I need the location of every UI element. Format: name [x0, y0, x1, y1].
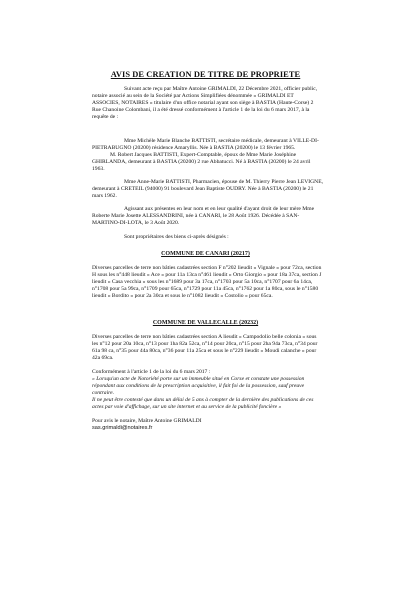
- signature-line: Pour avis le notaire, Maître Antoine GRIMALDI: [92, 418, 202, 424]
- section-vallecalle-heading: COMMUNE DE VALLECALLE (20232): [152, 320, 259, 326]
- p5-line-3: n°1708 pour 5a 99ca, n°1709 pour 65ca, n°1729 pour 11a 45ca, n°1762 pour 1a 80ca, sous le n°1580: [92, 286, 319, 292]
- p3-line-2: MARTINO-DI-LOTA, le 3 Août 2020.: [92, 220, 180, 226]
- quote-line-3: Il ne peut être contesté que dans un délai de 5 ans à compter de la dernière des publications de ces: [92, 397, 314, 403]
- p2-line-6: demeurant à CRETEIL (94000) 91 boulevard Jean Baptiste OUDRY. Née à BASTIA (20200) le 21: [92, 186, 314, 192]
- quote-line-4: actes par voie d'affichage, sur un site internet et au service de la publicité foncière »: [92, 404, 282, 410]
- p6-line-1: les n°12 pour 20a 10ca, n°13 pour 1ha 82a 52ca, n°14 pour 20ca, n°15 pour 2ha 94a 73ca, n°34 pour: [92, 341, 318, 347]
- document-title: AVIS DE CREATION DE TITRE DE PROPRIETE: [110, 70, 301, 79]
- p1-line-0: Suivant acte reçu par Maître Antoine GRIMALDI, 22 Décembre 2021, officier public,: [124, 86, 318, 92]
- p1-line-3: Rue Chanoine Colombani, il a été dressé conformément à l'article 1 de la loi du 6 mars 2017, à la: [92, 107, 310, 113]
- p5-line-0: Diverses parcelles de terre non bâties cadastrées section F n°202 lieudit « Vignale » pour 72ca, section: [92, 265, 322, 271]
- p1-line-2: ASSOCIES, NOTAIRES » titulaire d'un office notarial ayant son siège à BASTIA (Haute-Corse) 2: [92, 100, 314, 106]
- p1-line-1: notaire associé au sein de la Société par Actions Simplifiées dénommée « GRIMALDI ET: [92, 93, 294, 99]
- p5-line-2: lieudit « Casa vecchia » sous les n°1689 pour 3a 17ca, n°1703 pour 5a 10ca, n°1707 pour 6a 14ca,: [92, 279, 313, 285]
- p1-line-4: requête de :: [92, 114, 119, 120]
- p5-line-1: H sous les n°448 lieudit « Ace » pour 11a 13ca n°461 lieudit « Orto Giorgio » pour 18a 37ca, section J: [92, 272, 322, 278]
- quote-line-0: « Lorsqu'un acte de Notoriété porte sur un immeuble situé en Corse et constate une possession: [92, 376, 305, 382]
- p5-line-4: lieudit « Bordito » pour 2a 30ca et sous le n°1082 lieudit « Costolio » pour 65ca.: [92, 293, 273, 299]
- p2-line-2: M. Robert Jacques BATTISTI, Expert-Comptable, époux de Mme Marie Joséphine: [110, 152, 297, 158]
- signature-email[interactable]: sas.grimaldi@notaires.fr: [92, 425, 153, 431]
- p2-line-4: 1963.: [92, 166, 105, 172]
- quote-line-2: contraire.: [92, 390, 115, 396]
- p2-line-5: Mme Anne-Marie BATTISTI, Pharmacien, épouse de M. Thierry Pierre Jean LEVIGNE,: [124, 179, 324, 185]
- p6-line-0: Diverses parcelles de terre non bâties cadastrées section A lieudit « Campodolio belle colonia » sous: [92, 334, 317, 340]
- p2-line-1: PIETRABUGNO (20200) résidence Amaryllis. Née à BASTIA (20200) le 13 février 1965.: [92, 145, 296, 151]
- p2-line-7: mars 1962.: [92, 193, 117, 199]
- p7: Conformément à l'article 1 de la loi du 6 mars 2017 :: [92, 369, 211, 375]
- p2-line-3: GHIRLANDA, demeurant à BASTIA (20200) 2 rue Abbatucci. Né à BASTIA (20200) le 24 avril: [92, 159, 311, 165]
- p3-line-0: Agissant aux présentes en leur nom et en leur qualité d'ayant droit de leur mère Mme: [124, 206, 315, 212]
- section-canari-heading: COMMUNE DE CANARI (20217): [161, 251, 250, 257]
- p2-line-0: Mme Michèle Marie Blanche BATTISTI, secrétaire médicale, demeurant à VILLE-DI-: [124, 138, 319, 144]
- p6-line-2: 61a 98 ca, n°35 pour 44a 80ca, n°36 pour 11a 25ca et sous le n°229 lieudit « Moudi calanche » pour: [92, 348, 317, 354]
- p6-line-3: 42a 69ca.: [92, 355, 114, 361]
- p3-line-1: Roberte Marie Josette ALESSANDRINI, née à CANARI, le 28 Août 1926. Décédée à SAN-: [92, 213, 300, 219]
- p4: Sont propriétaires des biens ci-après désignés :: [124, 234, 229, 240]
- quote-line-1: répondant aux conditions de la prescription acquisitive, il fait foi de la possession, sauf preuve: [92, 383, 305, 389]
